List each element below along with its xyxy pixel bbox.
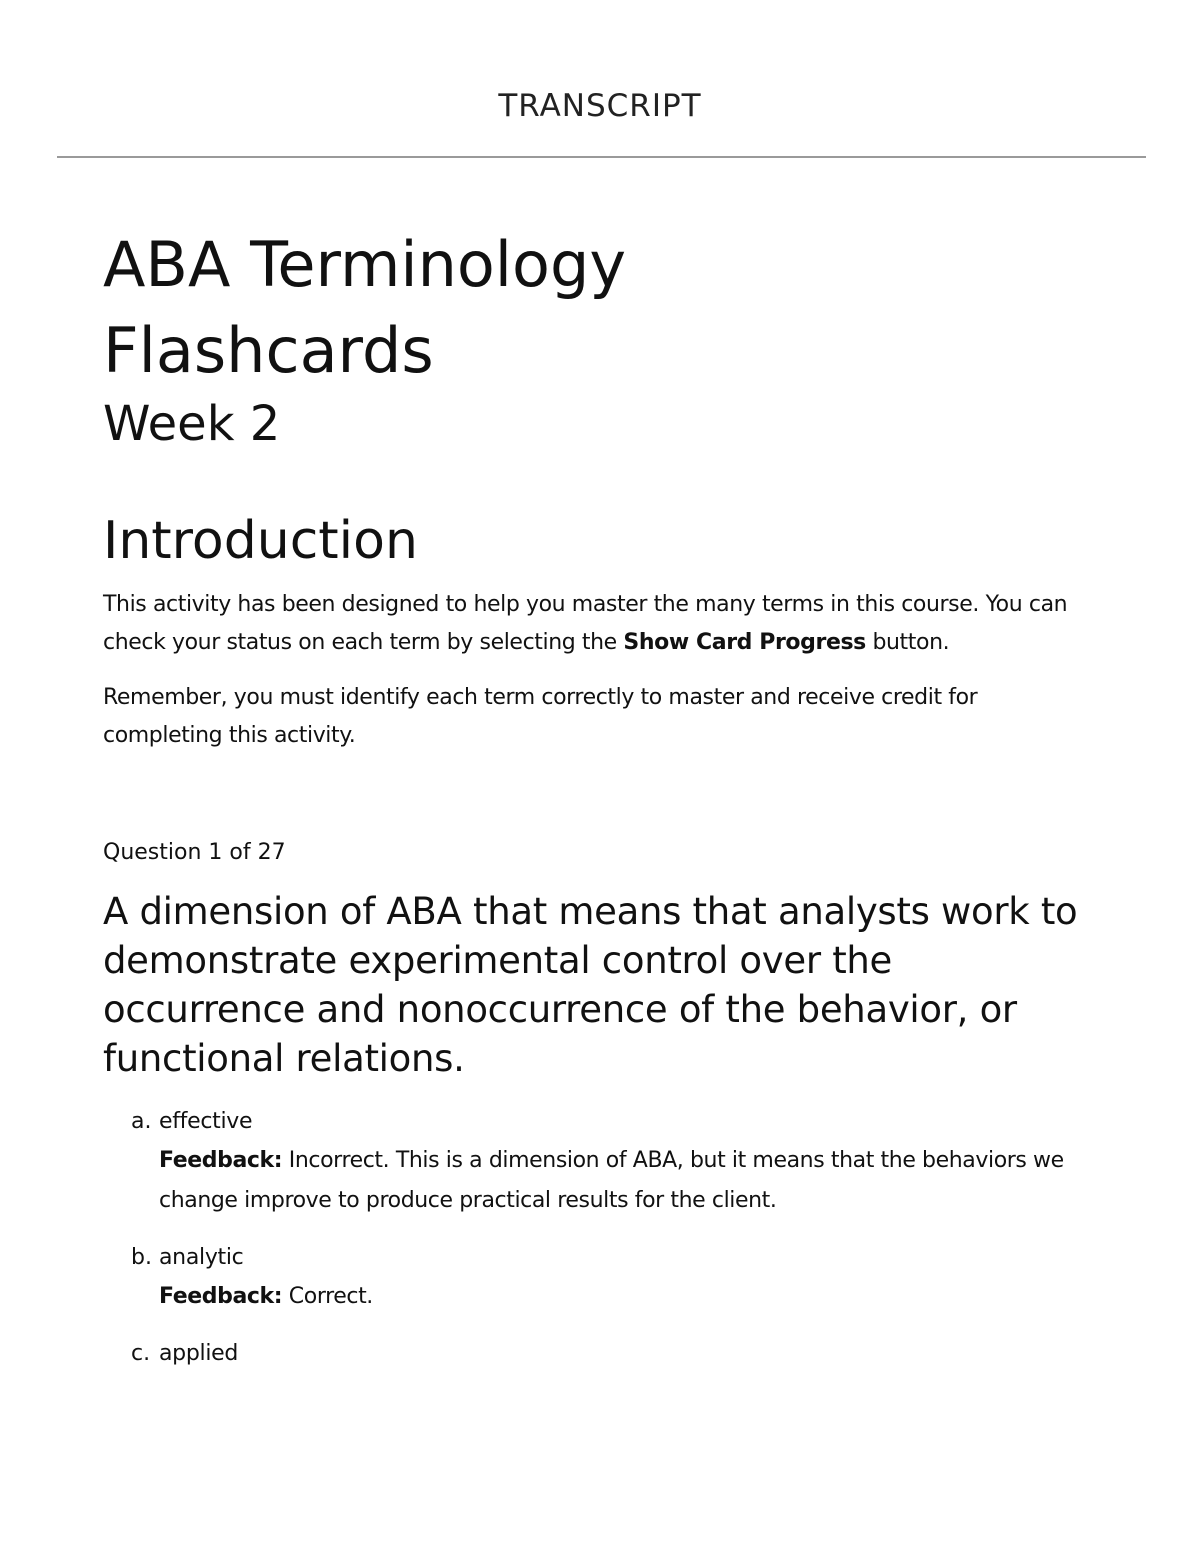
answer-text: applied: [159, 1341, 239, 1366]
answer-text: effective: [159, 1109, 253, 1134]
answer-feedback: [159, 1141, 1103, 1221]
answer-letter: a.: [131, 1109, 152, 1134]
show-card-progress-term: Show Card Progress: [623, 630, 866, 655]
header-divider: [57, 156, 1146, 158]
answer-list: [103, 1103, 1103, 1373]
feedback-label: Feedback:: [159, 1284, 283, 1309]
intro-p1-text-end: button.: [865, 630, 950, 655]
feedback-text: Correct.: [288, 1284, 373, 1309]
page-subtitle: Week 2: [103, 396, 281, 452]
transcript-content: [103, 222, 1103, 1391]
introduction-paragraph-1: [103, 586, 1103, 662]
feedback-label: Feedback:: [159, 1148, 283, 1173]
answer-letter: c.: [131, 1341, 151, 1366]
answer-option-b: [103, 1239, 1103, 1317]
title-line-2: Flashcards: [103, 314, 434, 387]
intro-p1-text-start: This activity has been designed to help you master the many terms in this course. You can check your status on each term by selecting the: [103, 592, 1068, 655]
question-counter: Question 1 of 27: [103, 840, 286, 865]
answer-option-c: [103, 1335, 1103, 1373]
introduction-heading: Introduction: [103, 511, 418, 571]
answer-option-a: [103, 1103, 1103, 1221]
title-line-1: ABA Terminology: [103, 228, 627, 301]
answer-text: analytic: [159, 1245, 244, 1270]
page-title: [103, 222, 1103, 394]
introduction-paragraph-2: Remember, you must identify each term correctly to master and receive credit for completing this activity.: [103, 685, 978, 748]
transcript-header: TRANSCRIPT: [498, 88, 702, 124]
answer-letter: b.: [131, 1245, 152, 1270]
feedback-text: Incorrect. This is a dimension of ABA, but it means that the behaviors we change improve to produce practical results for the client.: [159, 1148, 1064, 1213]
answer-feedback: [159, 1277, 1103, 1317]
question-prompt: A dimension of ABA that means that analysts work to demonstrate experimental control over the occurrence and nonoccurrence of the behavior, or functional relations.: [103, 890, 1078, 1080]
